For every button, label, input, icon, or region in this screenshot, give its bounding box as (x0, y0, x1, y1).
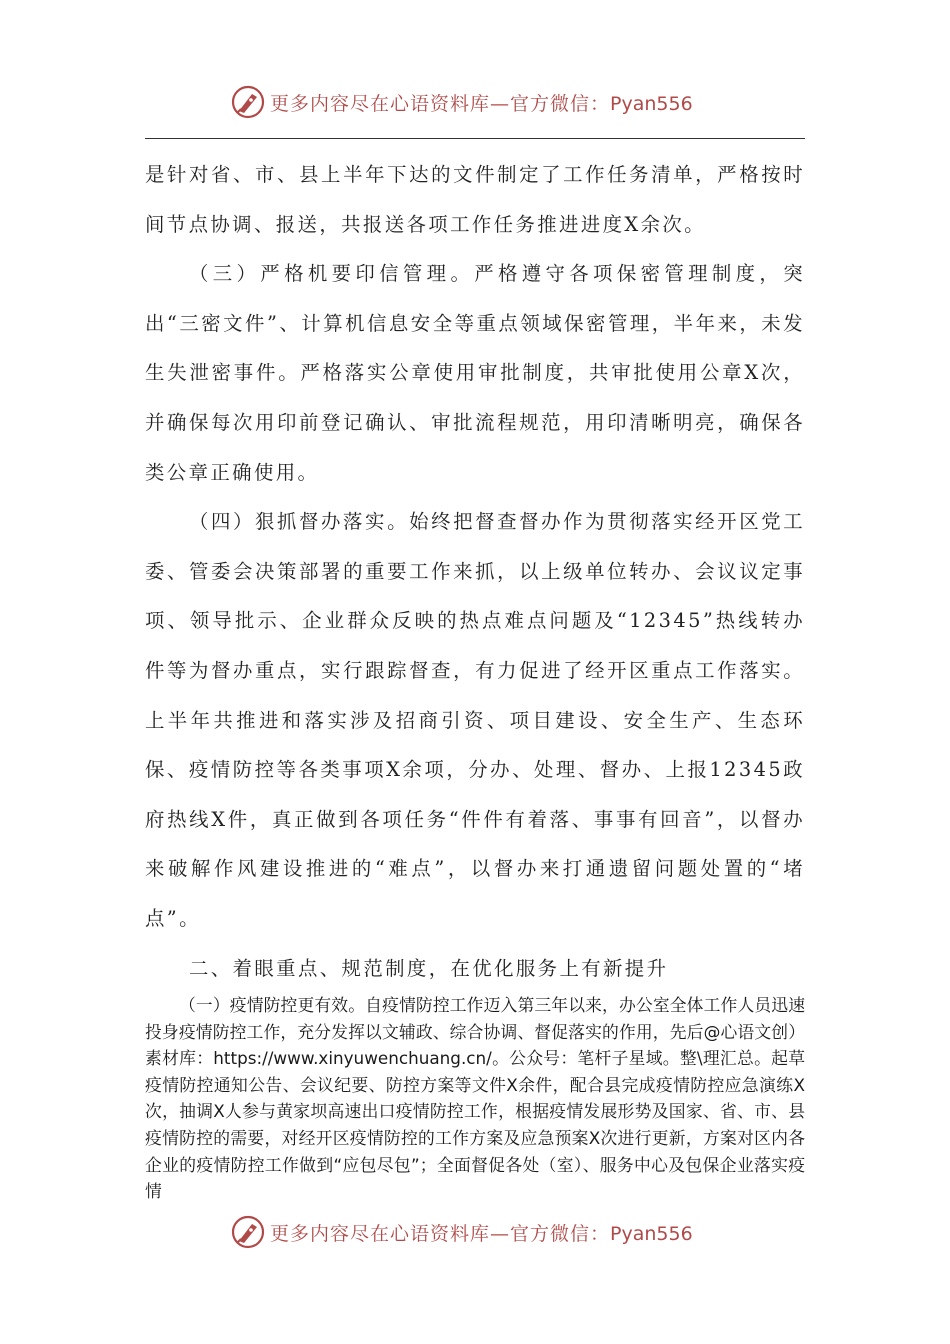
wechat-id: Pyan556 (610, 92, 693, 115)
paragraph-epidemic-control: （一）疫情防控更有效。自疫情防控工作迈入第三年以来，办公室全体工作人员迅速投身疫情防控工作，充分发挥以文辅政、综合协调、督促落实的作用，先后@心语文创）素材库：https://www.xinyuwenchuang.cn/。公众号：笔杆子星域。整\理汇总。起草疫情防控通知公告、会议纪要、防控方案等文件X余件，配合县完成疫情防控应急演练X次，抽调X人参与黄家坝高速出口疫情防控工作，根据疫情发展形势及国家、省、市、县疫情防控的需要，对经开区疫情防控的工作方案及应急预案X次进行更新，方案对区内各企业的疫情防控工作做到“应包尽包”；全面督促各处（室）、服务中心及包保企业落实疫情 (145, 995, 805, 1202)
header-banner (230, 82, 790, 122)
pen-nib-icon (230, 1214, 266, 1250)
footer-banner-text: 更多内容尽在心语资料库—官方微信：Pyan556 (270, 1222, 693, 1245)
document-body (145, 150, 805, 993)
footer-banner (230, 1212, 790, 1252)
paragraph-seal-management: （三）严格机要印信管理。严格遵守各项保密管理制度，突出“三密文件”、计算机信息安全等重点领域保密管理，半年来，未发生失泄密事件。严格落实公章使用审批制度，共审批使用公章X次，并确保每次用印前登记确认、审批流程规范，用印清晰明亮，确保各类公章正确使用。 (145, 262, 805, 484)
pen-nib-icon (230, 84, 266, 120)
paragraph-continuation: 是针对省、市、县上半年下达的文件制定了工作任务清单，严格按时间节点协调、报送，共报送各项工作任务推进进度X余次。 (145, 163, 805, 236)
paragraph-supervision: （四）狠抓督办落实。始终把督查督办作为贯彻落实经开区党工委、管委会决策部署的重要工作来抓，以上级单位转办、会议议定事项、领导批示、企业群众反映的热点难点问题及“12345”热线转办件等为督办重点，实行跟踪督查，有力促进了经开区重点工作落实。上半年共推进和落实涉及招商引资、项目建设、安全生产、生态环保、疫情防控等各类事项X余项，分办、处理、督办、上报12345政府热线X件，真正做到各项任务“件件有着落、事事有回音”，以督办来破解作风建设推进的“难点”，以督办来打通遗留问题处置的“堵点”。 (145, 510, 805, 930)
header-divider (145, 138, 805, 139)
section-heading: 二、着眼重点、规范制度，在优化服务上有新提升 (189, 956, 669, 980)
wechat-id: Pyan556 (610, 1222, 693, 1245)
header-banner-text: 更多内容尽在心语资料库—官方微信：Pyan556 (270, 92, 693, 115)
document-body-small (145, 992, 805, 1205)
